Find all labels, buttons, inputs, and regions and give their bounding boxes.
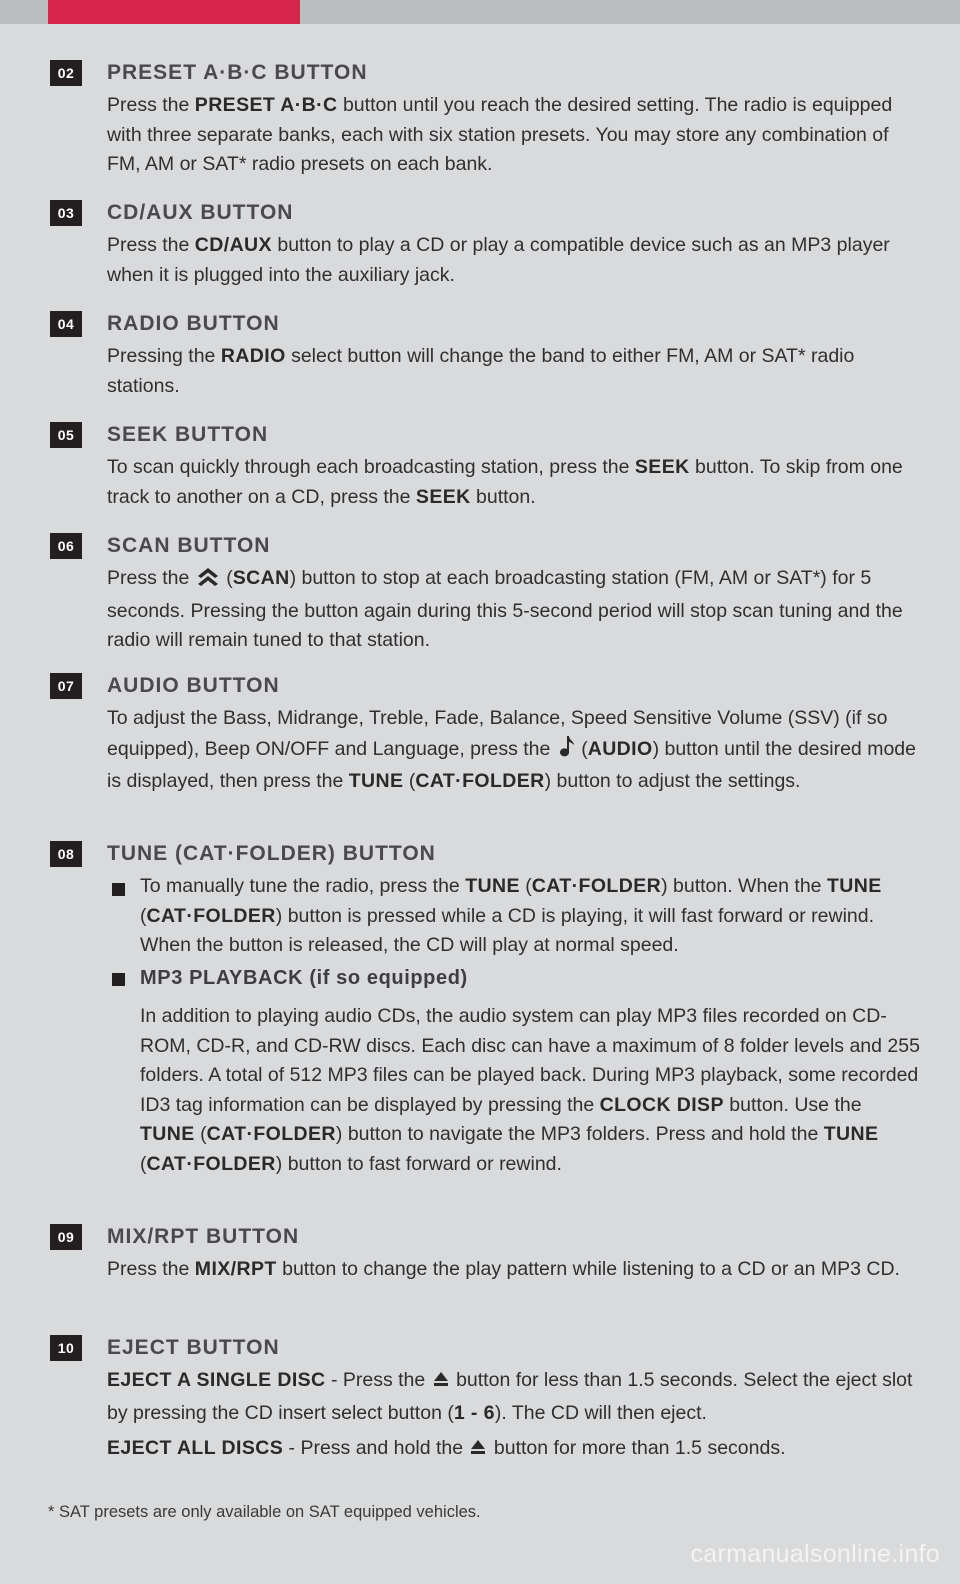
section-number-badge: 03 <box>50 200 82 226</box>
section-heading: AUDIO BUTTON <box>107 674 280 697</box>
bold-term: PRESET A·B·C <box>194 94 338 116</box>
text: ) button until the desired mode is displayed, then press the <box>107 737 916 792</box>
text: To scan quickly through each broadcasting station, press the <box>107 456 635 478</box>
text: To adjust the Bass, Midrange, Treble, Fade, Balance, Speed Sensitive Volume (SSV) (if so equipped), Beep ON/OFF and Language, press the <box>107 707 888 760</box>
bold-term: CD/AUX <box>194 234 272 256</box>
bullet-paragraph <box>140 872 920 961</box>
text: button to play a CD or play a compatible device such as an MP3 player when it is plugged into the auxiliary jack. <box>107 234 890 286</box>
bold-term: CAT·FOLDER <box>146 904 276 927</box>
text: ( <box>220 567 233 589</box>
eject-icon <box>431 1369 451 1399</box>
text: ). The CD will then eject. <box>494 1401 707 1424</box>
text: Press the <box>107 94 195 116</box>
text: ( <box>140 904 147 927</box>
bold-term: RADIO <box>220 345 286 367</box>
bullet-square <box>112 883 125 896</box>
bold-term: TUNE <box>826 875 882 897</box>
text: button. <box>470 485 536 508</box>
section-number-badge: 02 <box>50 60 82 86</box>
section-number-badge: 05 <box>50 422 82 448</box>
text: button until you reach the desired setting. The radio is equipped with three separate banks, each with six station presets. You may store any combination of FM, AM or SAT* radio presets on each bank. <box>107 94 893 175</box>
section-number-badge: 08 <box>50 841 82 867</box>
section-number-badge: 06 <box>50 533 82 559</box>
eject-all-paragraph <box>107 1434 917 1467</box>
bold-term: CAT·FOLDER <box>415 770 545 792</box>
text: - Press and hold the <box>283 1437 469 1459</box>
bold-term: SEEK <box>415 485 471 508</box>
text: - Press the <box>325 1369 431 1391</box>
section-body <box>107 704 917 797</box>
section-body <box>107 453 917 512</box>
section-heading: CD/AUX BUTTON <box>107 201 294 224</box>
text: select button will change the band to either FM, AM or SAT* radio stations. <box>107 345 855 397</box>
section-heading: RADIO BUTTON <box>107 312 280 335</box>
bold-term: SCAN <box>232 567 290 589</box>
text: Press the <box>107 1258 195 1280</box>
bold-term: SEEK <box>634 456 690 478</box>
section-heading: MIX/RPT BUTTON <box>107 1225 300 1248</box>
text: ) button to stop at each broadcasting station (FM, AM or SAT*) for 5 seconds. Pressing the button again during this 5-second period will stop scan tuning and the radio will remain tuned to that station. <box>107 567 903 651</box>
text: button. Use the <box>723 1093 862 1116</box>
text: button for less than 1.5 seconds. Select the eject slot by pressing the CD insert select button ( <box>107 1369 913 1424</box>
bold-term: TUNE <box>140 1123 195 1145</box>
section-number-badge: 07 <box>50 673 82 699</box>
footnote: * SAT presets are only available on SAT equipped vehicles. <box>48 1503 481 1521</box>
text: Press the <box>107 234 195 256</box>
text: button for more than 1.5 seconds. <box>488 1437 786 1459</box>
mp3-paragraph <box>140 1002 920 1179</box>
scan-double-chevron-icon <box>195 565 221 597</box>
section-heading: PRESET A·B·C BUTTON <box>107 61 368 84</box>
section-number-badge: 09 <box>50 1224 82 1250</box>
section-heading: EJECT BUTTON <box>107 1336 280 1359</box>
section-number-badge: 10 <box>50 1335 82 1361</box>
bold-term: TUNE <box>465 875 520 897</box>
eject-icon <box>468 1437 488 1467</box>
section-body <box>107 342 917 401</box>
top-color-bar <box>0 0 960 24</box>
bold-term: EJECT ALL DISCS <box>107 1437 284 1459</box>
watermark: carmanualsonline.info <box>690 1540 940 1568</box>
section-body <box>107 91 917 180</box>
text: ( <box>194 1123 207 1145</box>
text: Pressing the <box>107 345 221 367</box>
bold-term: CLOCK DISP <box>599 1093 724 1116</box>
text: To manually tune the radio, press the <box>140 875 466 897</box>
text: ) button to fast forward or rewind. <box>275 1152 562 1175</box>
text: Press the <box>107 567 195 589</box>
text: ) button to navigate the MP3 folders. Press and hold the <box>335 1123 824 1145</box>
text: ) button to adjust the settings. <box>544 770 801 792</box>
bold-term: 1 - 6 <box>453 1401 495 1424</box>
text: ) button. When the <box>661 875 827 897</box>
section-number-badge: 04 <box>50 311 82 337</box>
text: ( <box>140 1152 147 1175</box>
bold-term: TUNE <box>823 1123 879 1145</box>
section-heading: TUNE (CAT·FOLDER) BUTTON <box>107 842 436 865</box>
bullet-square <box>112 973 125 986</box>
subheading-text: MP3 PLAYBACK (if so equipped) <box>140 967 468 989</box>
section-heading: SCAN BUTTON <box>107 534 271 557</box>
bold-term: CAT·FOLDER <box>146 1152 276 1175</box>
eject-single-paragraph <box>107 1366 917 1428</box>
text: button to change the play pattern while listening to a CD or an MP3 CD. <box>276 1258 900 1280</box>
bold-term: MIX/RPT <box>194 1258 277 1280</box>
section-body <box>107 1255 917 1285</box>
text: ( <box>575 737 588 760</box>
section-heading: SEEK BUTTON <box>107 423 269 446</box>
bold-term: AUDIO <box>587 737 653 760</box>
bold-term: CAT·FOLDER <box>206 1123 336 1145</box>
section-body <box>107 564 917 656</box>
text: In addition to playing audio CDs, the audio system can play MP3 files recorded on CD-ROM, CD-R, and CD-RW discs. Each disc can have a maximum of 8 folder levels and 255 folders. A total of 512 MP3 files can be played back. During MP3 playback, some recorded ID3 tag information can be displayed by pressing the <box>140 1005 920 1116</box>
section-body <box>107 231 917 290</box>
music-note-icon <box>556 734 576 768</box>
mp3-subheading <box>140 964 920 994</box>
bold-term: TUNE <box>348 770 404 792</box>
text: ( <box>403 770 416 792</box>
text: ) button is pressed while a CD is playing, it will fast forward or rewind. When the button is released, the CD will play at normal speed. <box>140 904 875 956</box>
text: button. To skip from one track to another on a CD, press the <box>107 456 903 508</box>
text: ( <box>519 875 532 897</box>
bold-term: CAT·FOLDER <box>531 875 662 897</box>
bold-term: EJECT A SINGLE DISC <box>107 1369 326 1391</box>
top-accent-bar <box>48 0 300 24</box>
